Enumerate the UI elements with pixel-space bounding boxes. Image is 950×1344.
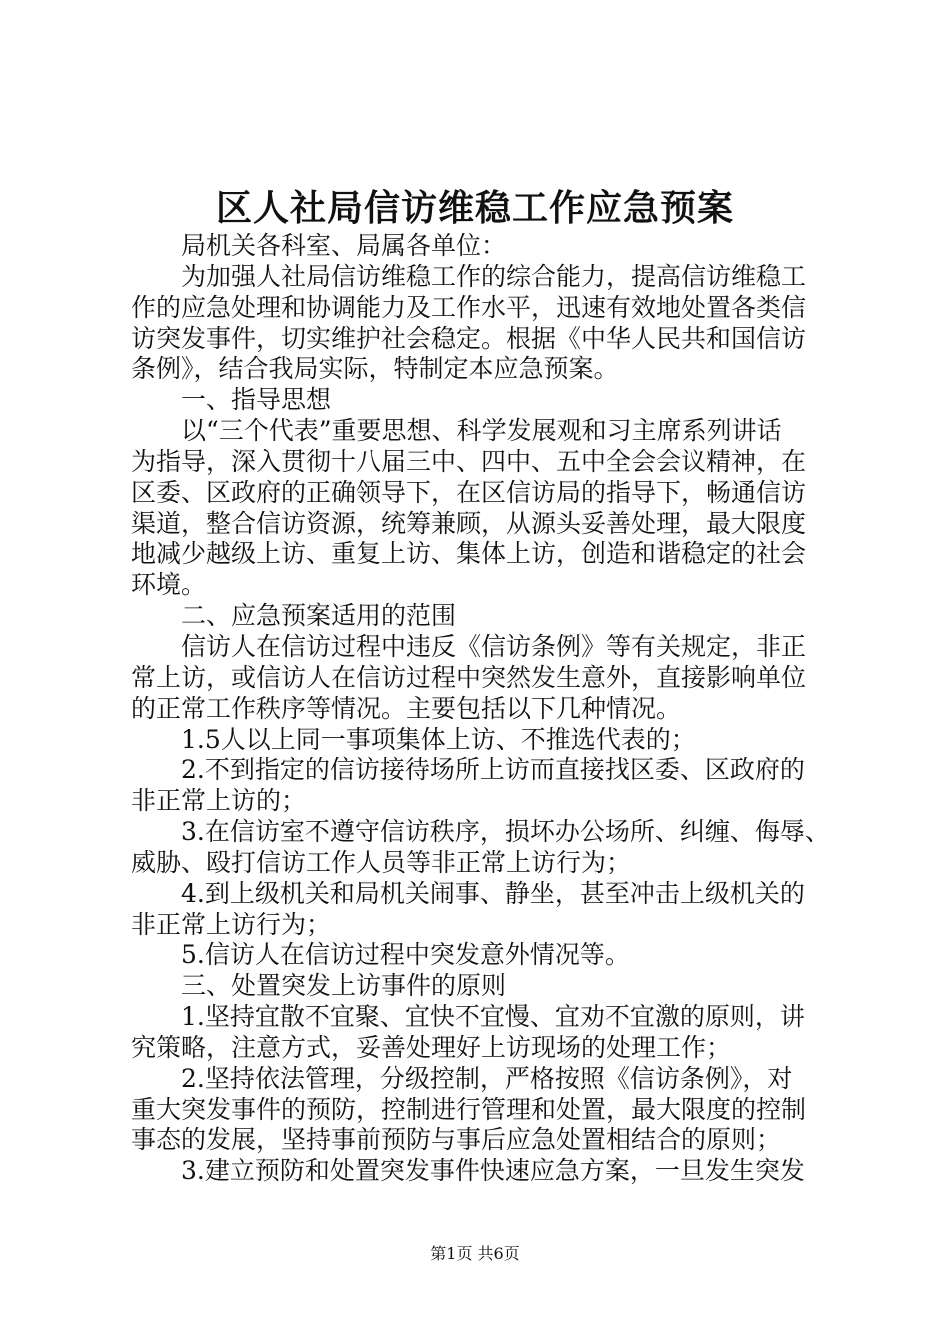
document-body: [131, 231, 833, 1187]
body-line: 访突发事件，切实维护社会稳定。根据《中华人民共和国信访: [131, 323, 807, 353]
body-line: 事态的发展，坚持事前预防与事后应急处置相结合的原则；: [131, 1125, 782, 1155]
list-item: 2.坚持依法管理，分级控制，严格按照《信访条例》，对: [181, 1063, 793, 1093]
body-line: 为加强人社局信访维稳工作的综合能力，提高信访维稳工: [181, 261, 807, 291]
body-line: 常上访，或信访人在信访过程中突然发生意外，直接影响单位: [131, 662, 807, 692]
section-heading: 一、指导思想: [181, 385, 332, 415]
body-line: 局机关各科室、局属各单位：: [181, 231, 507, 260]
list-item: 1.坚持宜散不宜聚、宜快不宜慢、宜劝不宜激的原则，讲: [181, 1002, 805, 1032]
body-line: 区委、区政府的正确领导下，在区信访局的指导下，畅通信访: [131, 477, 807, 507]
list-item: 2.不到指定的信访接待场所上访而直接找区委、区政府的: [181, 755, 805, 785]
list-item: 4.到上级机关和局机关闹事、静坐，甚至冲击上级机关的: [181, 878, 805, 908]
body-line: 条例》，结合我局实际，特制定本应急预案。: [131, 354, 619, 384]
body-line: 重大突发事件的预防，控制进行管理和处置，最大限度的控制: [131, 1094, 807, 1124]
body-line: 为指导，深入贯彻十八届三中、四中、五中全会会议精神，在: [131, 446, 807, 476]
list-item: 5.信访人在信访过程中突发意外情况等。: [181, 940, 630, 970]
body-line: 以“三个代表”重要思想、科学发展观和习主席系列讲话: [181, 416, 782, 446]
document-title: 区人社局信访维稳工作应急预案: [215, 187, 734, 229]
body-line: 非正常上访行为；: [131, 909, 332, 939]
body-line: 信访人在信访过程中违反《信访条例》等有关规定，非正: [181, 631, 807, 661]
body-line: 地减少越级上访、重复上访、集体上访，创造和谐稳定的社会: [131, 539, 807, 569]
section-heading: 二、应急预案适用的范围: [181, 601, 457, 631]
list-item: 3.建立预防和处置突发事件快速应急方案，一旦发生突发: [181, 1156, 805, 1186]
section-heading: 三、处置突发上访事件的原则: [181, 971, 507, 1001]
body-line: 究策略，注意方式，妥善处理好上访现场的处理工作；: [131, 1032, 732, 1062]
body-line: 渠道，整合信访资源，统筹兼顾，从源头妥善处理，最大限度: [131, 508, 807, 538]
body-line: 威胁、殴打信访工作人员等非正常上访行为；: [131, 847, 632, 877]
body-line: 环境。: [131, 570, 207, 600]
list-item: 3.在信访室不遵守信访秩序，损坏办公场所、纠缠、侮辱、: [181, 817, 830, 847]
body-line: 非正常上访的；: [131, 786, 307, 816]
body-line: 的正常工作秩序等情况。主要包括以下几种情况。: [131, 693, 682, 723]
body-line: 作的应急处理和协调能力及工作水平，迅速有效地处置各类信: [131, 292, 807, 322]
page-footer: [0, 1243, 950, 1265]
list-item: 1.5人以上同一事项集体上访、不推选代表的；: [181, 724, 696, 754]
page-number-label: 第1页 共6页: [430, 1244, 520, 1263]
